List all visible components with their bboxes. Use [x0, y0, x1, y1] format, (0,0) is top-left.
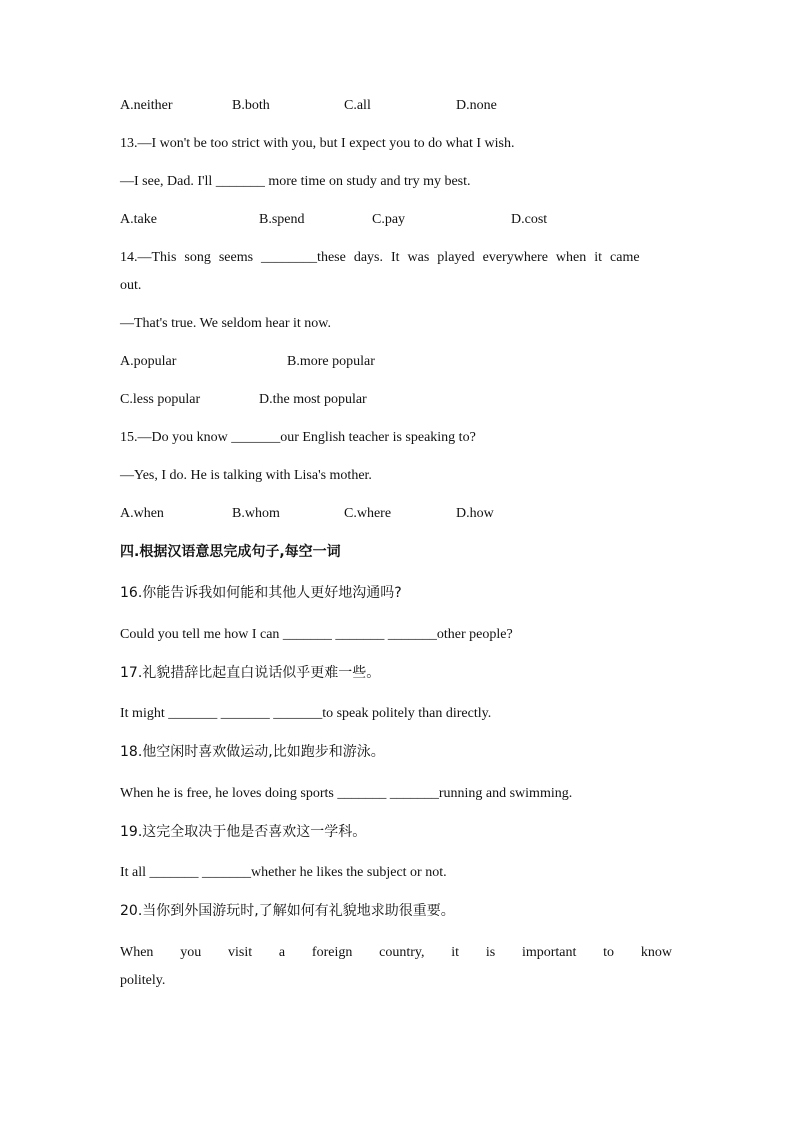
q20-word: When: [120, 945, 154, 960]
q12-option-d: D.none: [456, 98, 497, 113]
section-4-heading: 四.根据汉语意思完成句子,每空一词: [120, 544, 341, 560]
q20-word: country,: [379, 945, 425, 960]
q20-word: important: [521, 945, 577, 960]
q20-word: to: [603, 945, 615, 960]
q16-english: Could you tell me how I can _______ _______ _______other people?: [120, 627, 513, 642]
q15-option-b: B.whom: [232, 506, 280, 521]
q20-word: you: [180, 945, 202, 960]
q14-option-c: C.less popular: [120, 392, 201, 407]
q15-option-a: A.when: [120, 506, 164, 521]
q15-option-c: C.where: [344, 506, 392, 521]
q14-option-d: D.the most popular: [259, 392, 367, 407]
q15-question: 15.—Do you know _______our English teacher is speaking to?: [120, 430, 476, 445]
q20-word: visit: [228, 945, 253, 960]
q16-chinese: 16.你能告诉我如何能和其他人更好地沟通吗?: [120, 585, 402, 601]
q13-option-a: A.take: [120, 212, 157, 227]
q17-chinese: 17.礼貌措辞比起直白说话似乎更难一些。: [120, 665, 381, 681]
q20-word: a: [278, 945, 286, 960]
q20-chinese: 20.当你到外国游玩时,了解如何有礼貌地求助很重要。: [120, 903, 455, 919]
q13-option-c: C.pay: [372, 212, 406, 227]
q20-english-line2: politely.: [120, 973, 166, 988]
q14-question-line1: [120, 250, 672, 266]
q20-english-line1: [120, 945, 672, 961]
q19-english: It all _______ _______whether he likes the subject or not.: [120, 865, 447, 880]
q14-question-line2: out.: [120, 278, 142, 293]
q12-option-a: A.neither: [120, 98, 173, 113]
q19-chinese: 19.这完全取决于他是否喜欢这一学科。: [120, 824, 367, 840]
q15-option-d: D.how: [456, 506, 494, 521]
q20-word: is: [485, 945, 496, 960]
q12-option-b: B.both: [232, 98, 270, 113]
q15-response: —Yes, I do. He is talking with Lisa's mother.: [120, 468, 372, 483]
q17-english: It might _______ _______ _______to speak politely than directly.: [120, 706, 492, 721]
q13-option-d: D.cost: [511, 212, 548, 227]
q13-option-b: B.spend: [259, 212, 305, 227]
q14-response: —That's true. We seldom hear it now.: [120, 316, 331, 331]
q20-word: it: [451, 945, 460, 960]
q14-option-b: B.more popular: [287, 354, 375, 369]
q14-option-a: A.popular: [120, 354, 177, 369]
q20-word: know: [640, 945, 672, 960]
q13-response: —I see, Dad. I'll _______ more time on study and try my best.: [120, 174, 471, 189]
q20-word: foreign: [311, 945, 353, 960]
q14-question-text: 14.—This song seems ________these days. It was played everywhere when it came: [120, 250, 640, 265]
q12-option-c: C.all: [344, 98, 371, 113]
q13-question: 13.—I won't be too strict with you, but I expect you to do what I wish.: [120, 136, 515, 151]
q18-chinese: 18.他空闲时喜欢做运动,比如跑步和游泳。: [120, 744, 385, 760]
q18-english: When he is free, he loves doing sports _______ _______running and swimming.: [120, 786, 573, 801]
